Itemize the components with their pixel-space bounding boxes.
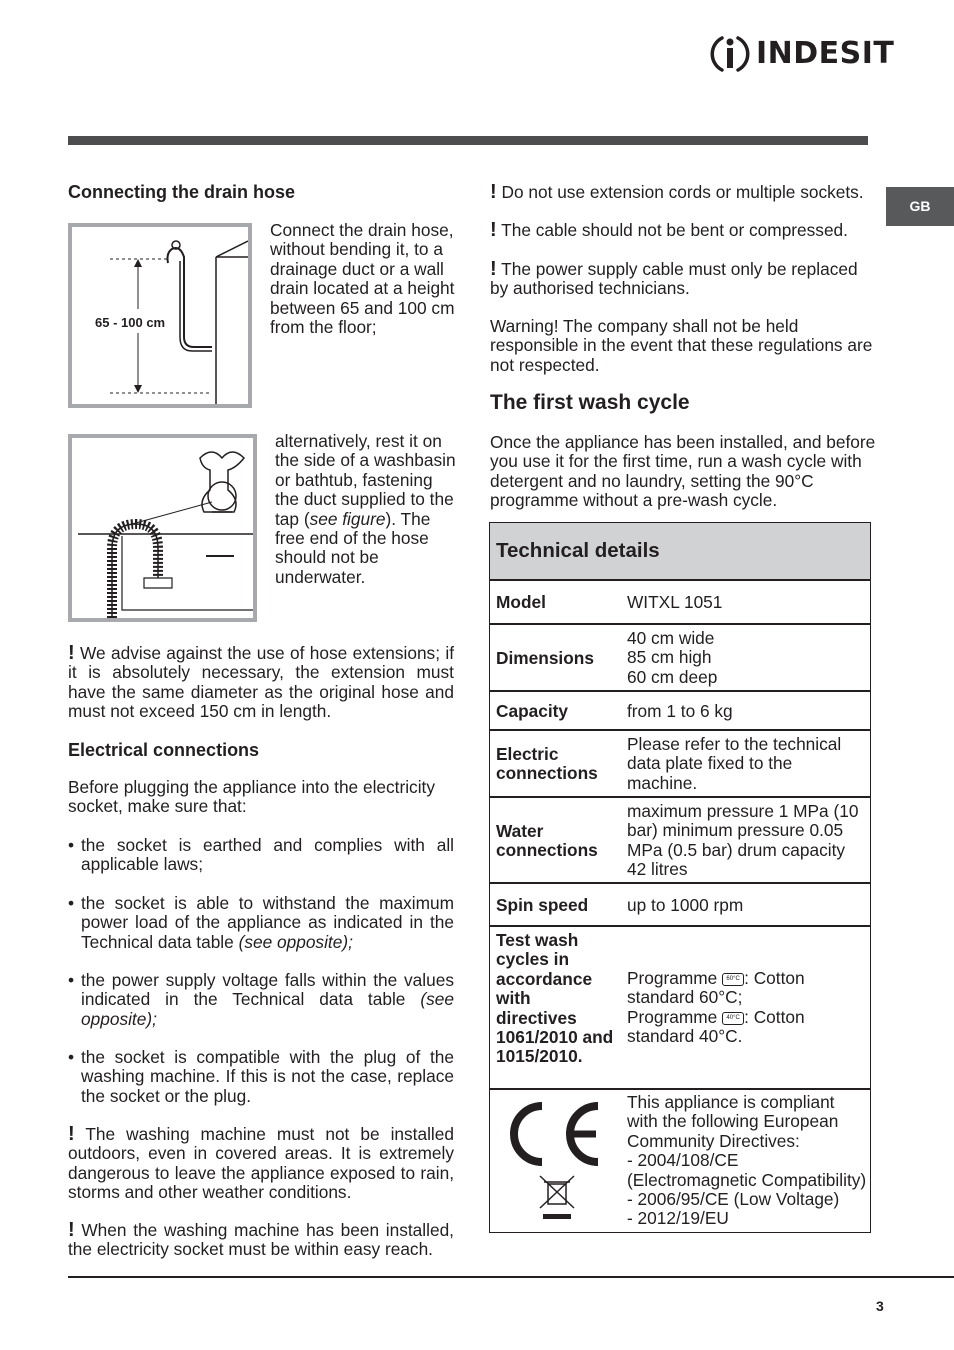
washbasin-figure (68, 434, 257, 622)
table-row: Spin speed up to 1000 rpm (490, 884, 870, 927)
figure-height-label: 65 - 100 cm (95, 315, 166, 330)
table-row: Electric connections Please refer to the technical data plate fixed to the machine. (490, 731, 870, 798)
language-tab: GB (886, 187, 954, 226)
header-divider (68, 136, 868, 145)
cable-replace-warning: ! The power supply cable must only be replaced by authorised technicians. (490, 258, 858, 299)
table-row: Dimensions 40 cm wide 85 cm high 60 cm deep (490, 625, 870, 692)
list-item: • the socket is earthed and complies with all applicable laws; (68, 835, 454, 875)
outdoor-warning: ! The washing machine must not be installed outdoors, even in covered areas. It is extremely dangerous to leave the appliance exposed to rain, storms and other weather conditions. (68, 1123, 454, 1203)
first-wash-text: Once the appliance has been installed, and before you use it for the first time, run a wash cycle with detergent and no laundry, setting the 90°C programme without a pre-wash cycle. (490, 432, 876, 511)
drain-hose-heading: Connecting the drain hose (68, 182, 296, 202)
indesit-logo (708, 32, 895, 76)
brand-name: INDESIT (756, 36, 895, 71)
extension-cord-warning: ! Do not use extension cords or multiple sockets. (490, 181, 864, 203)
drain-hose-text: Connect the drain hose, without bending it, to a drainage duct or a wall drain located at a height between 65 and 100 cm from the floor; (270, 220, 455, 338)
table-row: Water connections maximum pressure 1 MPa (10 bar) minimum pressure 0.05 MPa (0.5 bar) drum capacity 42 litres (490, 798, 870, 884)
drain-height-figure (68, 223, 252, 408)
table-row: Test wash cycles in accordance with directives 1061/2010 and 1015/2010. Programme 60°C : Cotton standard 60°C; Programme 40°C : Cotton standard 40°C. (490, 927, 870, 1090)
list-item: • the socket is able to withstand the maximum power load of the appliance as indicated in the Technical data table (see opposite); (68, 893, 454, 952)
washbasin-text: alternatively, rest it on the side of a washbasin or bathtub, fastening the duct supplied to the tap (see figure). The free end of the hose should not be underwater. (275, 431, 456, 587)
logo-symbol-icon (708, 32, 752, 76)
page-number: 3 (876, 1298, 884, 1314)
ce-weee-icon (506, 1096, 606, 1221)
electrical-intro: Before plugging the appliance into the electricity socket, make sure that: (68, 777, 435, 817)
electrical-heading: Electrical connections (68, 740, 260, 760)
program-40-icon: 40°C (722, 1012, 744, 1025)
program-60-icon: 60°C (722, 973, 744, 986)
table-row: Model WITXL 1051 (490, 581, 870, 625)
company-warning: Warning! The company shall not be held responsible in the event that these regulations are not respected. (490, 316, 873, 375)
list-item: • the socket is compatible with the plug of the washing machine. If this is not the case, replace the socket or the plug. (68, 1047, 454, 1106)
socket-reach-warning: ! When the washing machine has been installed, the electricity socket must be within easy reach. (68, 1219, 454, 1260)
table-row: Capacity from 1 to 6 kg (490, 692, 870, 731)
hose-extension-warning: ! We advise against the use of hose extensions; if it is absolutely necessary, the extension must have the same diameter as the original hose and must not exceed 150 cm in length. (68, 642, 454, 722)
footer-divider (68, 1276, 954, 1278)
cable-bend-warning: ! The cable should not be bent or compressed. (490, 219, 848, 241)
first-wash-heading: The first wash cycle (490, 391, 690, 414)
list-item: • the power supply voltage falls within the values indicated in the Technical data table (see opposite); (68, 970, 454, 1029)
table-row: This appliance is compliant with the following European Community Directives: - 2004/108/CE (Electromagnetic Compatibility) - 2006/95/CE (Low Voltage) - 2012/19/EU (490, 1090, 870, 1232)
table-title: Technical details (490, 523, 870, 581)
technical-details-table (489, 522, 871, 1233)
